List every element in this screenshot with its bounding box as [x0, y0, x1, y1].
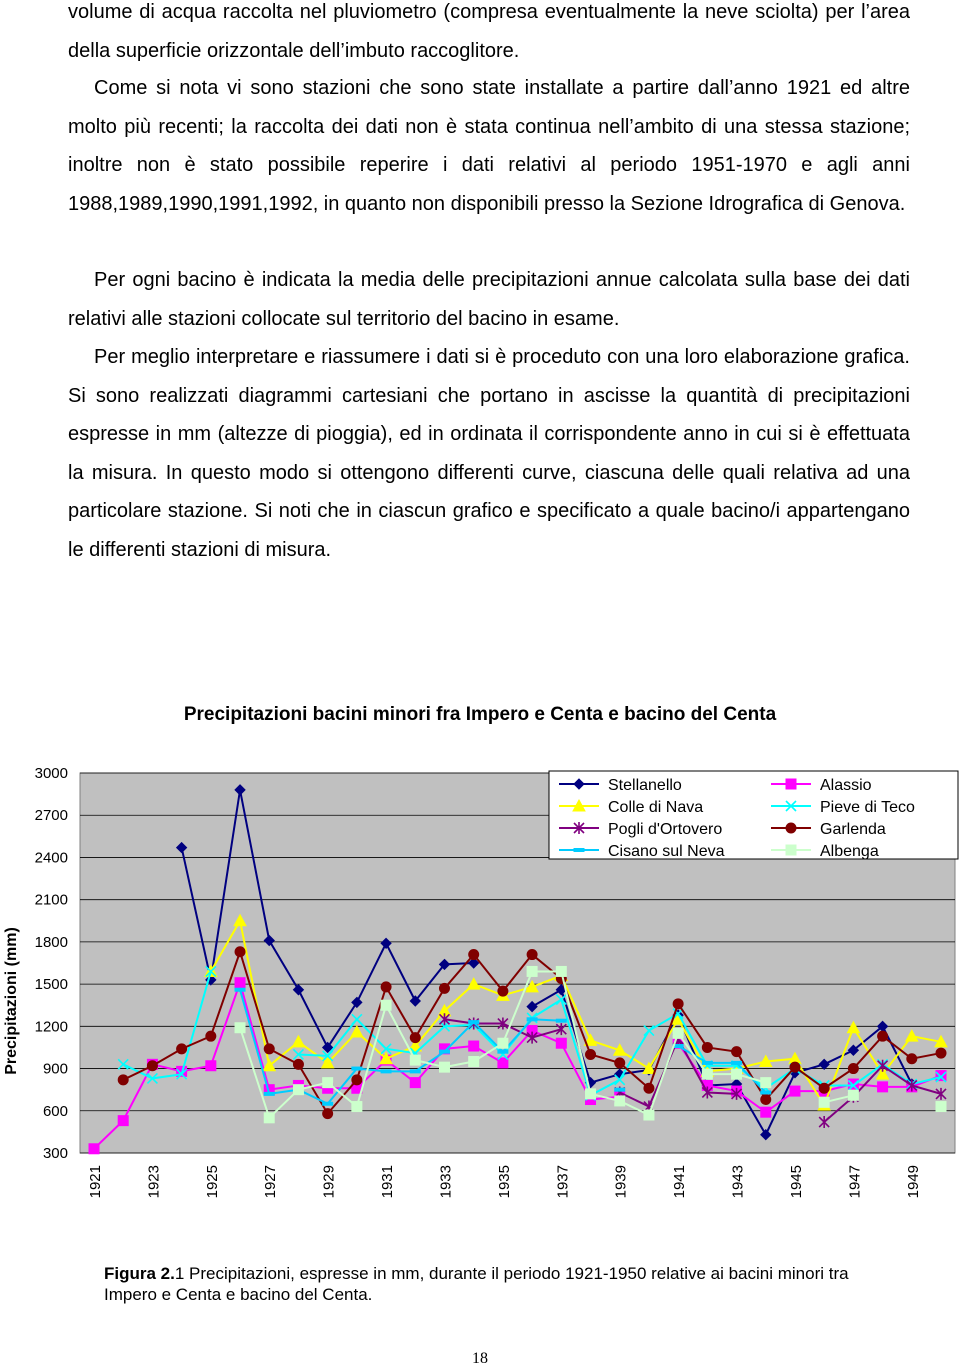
x-tick-label: 1941: [671, 1165, 689, 1199]
data-point: [936, 1048, 946, 1058]
chart-title: Precipitazioni bacini minori fra Impero e Centa e bacino del Centa: [183, 704, 777, 725]
data-point: [410, 1070, 420, 1073]
data-point: [702, 1042, 712, 1052]
data-point: [673, 999, 683, 1009]
data-point: [498, 1050, 508, 1053]
y-tick-label: 3000: [34, 765, 68, 782]
data-point: [89, 1144, 99, 1154]
caption-text: 1 Precipitazioni, espresse in mm, durante il periodo 1921-1950 relative ai bacini minori tra Impero e Centa e bacino del Centa.: [104, 1264, 849, 1304]
x-tick-label: 1933: [437, 1165, 455, 1199]
data-point: [732, 1069, 742, 1079]
data-point: [469, 950, 479, 960]
paragraph-4-text: Per meglio interpretare e riassumere i dati si è proceduto con una loro elaborazione grafica. Si sono realizzati diagrammi cartesiani che portano in ascisse la quantità di precipitazioni espresse in mm (altezze di pioggia), ed in ordinata il corrispondente anno in cui si è effettuata la misura. In questo modo si ottengono differenti curve, ciascuna delle quali relativa ad una particolare stazione. Si noti che in ciascun grafico e specificato a quale bacino/i appartengano le differenti stazioni di misura.: [68, 346, 910, 561]
data-point: [469, 1021, 479, 1024]
data-point: [264, 1092, 274, 1095]
y-tick-label: 2100: [34, 891, 68, 909]
legend-label: Garlenda: [820, 821, 886, 838]
data-point: [352, 1067, 362, 1070]
x-tick-label: 1947: [846, 1165, 864, 1199]
data-point: [761, 1078, 771, 1088]
data-point: [527, 950, 537, 960]
legend-marker: [786, 823, 796, 833]
data-point: [323, 1102, 333, 1105]
data-point: [527, 966, 537, 976]
legend-marker: [574, 849, 584, 852]
data-point: [732, 1061, 742, 1064]
data-point: [439, 1062, 449, 1072]
data-point: [615, 1058, 625, 1068]
data-point: [556, 1019, 566, 1022]
legend-label: Cisano sul Neva: [608, 843, 725, 860]
legend-marker: [786, 779, 796, 789]
data-point: [352, 1075, 362, 1085]
x-tick-label: 1929: [320, 1165, 338, 1199]
paragraph-2-text: Come si nota vi sono stazioni che sono state installate a partire dall’anno 1921 ed altre molto più recenti; la raccolta dei dati non è stata continua nell’ambito di una stessa stazione; inoltre non è stato possibile reperire i dati relativi al periodo 1951-1970 e agli anni 1988,1989,1990,1991,1992, in quanto non disponibili presso la Sezione Idrografica di Genova.: [68, 77, 910, 215]
x-tick-label: 1923: [145, 1165, 163, 1199]
data-point: [118, 1116, 128, 1126]
data-point: [556, 1038, 566, 1048]
x-tick-label: 1949: [904, 1165, 922, 1199]
data-point: [644, 1110, 654, 1120]
data-point: [381, 1000, 391, 1010]
data-point: [235, 978, 245, 988]
data-point: [147, 1061, 157, 1071]
data-point: [206, 1061, 216, 1071]
caption-label: Figura 2.: [104, 1264, 175, 1283]
y-tick-label: 2400: [34, 849, 68, 867]
data-point: [469, 1057, 479, 1067]
y-tick-label: 300: [42, 1145, 68, 1162]
x-tick-label: 1925: [203, 1165, 221, 1199]
data-point: [264, 1044, 274, 1054]
data-point: [527, 1018, 537, 1021]
data-point: [819, 1083, 829, 1093]
data-point: [732, 1047, 742, 1057]
data-point: [235, 947, 245, 957]
x-tick-label: 1927: [262, 1165, 280, 1199]
x-tick-label: 1943: [729, 1165, 747, 1199]
data-point: [235, 1023, 245, 1033]
y-axis-label: Precipitazioni (mm): [3, 927, 20, 1075]
data-point: [323, 1078, 333, 1088]
data-point: [702, 1061, 712, 1064]
paragraph-2: [68, 69, 910, 223]
figure-caption: [104, 1263, 884, 1305]
y-tick-label: 1200: [34, 1018, 68, 1036]
data-point: [498, 1038, 508, 1048]
paragraph-1: volume di acqua raccolta nel pluviometro (compresa eventualmente la neve sciolta) per l’area della superficie orizzontale dell’imbuto raccoglitore.: [68, 1, 910, 62]
data-point: [644, 1083, 654, 1093]
data-point: [439, 1050, 449, 1053]
data-point: [323, 1109, 333, 1119]
data-point: [878, 1082, 888, 1092]
y-tick-label: 1500: [34, 976, 68, 994]
legend-label: Stellanello: [608, 777, 682, 794]
data-point: [293, 1085, 303, 1095]
data-point: [381, 982, 391, 992]
paragraph-4: [68, 338, 910, 569]
data-point: [556, 966, 566, 976]
data-point: [702, 1069, 712, 1079]
legend-label: Pieve di Teco: [820, 799, 915, 816]
legend-label: Pogli d'Ortovero: [608, 821, 723, 838]
data-point: [235, 988, 245, 991]
data-point: [790, 1086, 800, 1096]
data-point: [790, 1062, 800, 1072]
data-point: [469, 1041, 479, 1051]
data-point: [761, 1095, 771, 1105]
data-point: [118, 1075, 128, 1085]
data-point: [586, 1089, 596, 1099]
y-tick-label: 600: [42, 1102, 68, 1120]
x-tick-label: 1931: [379, 1165, 397, 1199]
legend-label: Alassio: [820, 777, 872, 794]
data-point: [293, 1059, 303, 1069]
data-point: [410, 1055, 420, 1065]
data-point: [936, 1071, 946, 1081]
data-point: [819, 1097, 829, 1107]
x-tick-label: 1937: [554, 1165, 572, 1199]
data-point: [848, 1064, 858, 1074]
precipitation-chart: [0, 740, 960, 1220]
data-point: [907, 1054, 917, 1064]
legend-marker: [786, 845, 796, 855]
data-point: [615, 1088, 625, 1091]
x-tick-label: 1939: [612, 1165, 630, 1199]
data-point: [848, 1090, 858, 1100]
x-tick-label: 1935: [495, 1165, 513, 1199]
data-point: [878, 1031, 888, 1041]
paragraph-3: [68, 261, 910, 338]
y-tick-label: 2700: [34, 807, 68, 825]
data-point: [352, 1102, 362, 1112]
data-point: [761, 1107, 771, 1117]
data-point: [761, 1091, 771, 1094]
legend-label: Colle di Nava: [608, 799, 704, 816]
data-point: [498, 986, 508, 996]
data-point: [673, 1028, 683, 1038]
paragraph-3-text: Per ogni bacino è indicata la media delle precipitazioni annue calcolata sulla base dei dati relativi alle stazioni collocate sul territorio del bacino in esame.: [68, 269, 910, 330]
page-number: 18: [472, 1350, 488, 1367]
data-point: [381, 1070, 391, 1073]
data-point: [264, 1113, 274, 1123]
y-tick-label: 1800: [34, 933, 68, 951]
data-point: [206, 1031, 216, 1041]
x-tick-label: 1921: [87, 1165, 104, 1199]
data-point: [586, 1049, 596, 1059]
legend-label: Albenga: [820, 843, 879, 860]
data-point: [498, 1058, 508, 1068]
data-point: [615, 1096, 625, 1106]
data-point: [410, 1078, 420, 1088]
x-tick-label: 1945: [787, 1165, 805, 1199]
y-tick-label: 900: [42, 1060, 68, 1078]
data-point: [936, 1102, 946, 1112]
data-point: [410, 1033, 420, 1043]
data-point: [439, 983, 449, 993]
data-point: [177, 1044, 187, 1054]
